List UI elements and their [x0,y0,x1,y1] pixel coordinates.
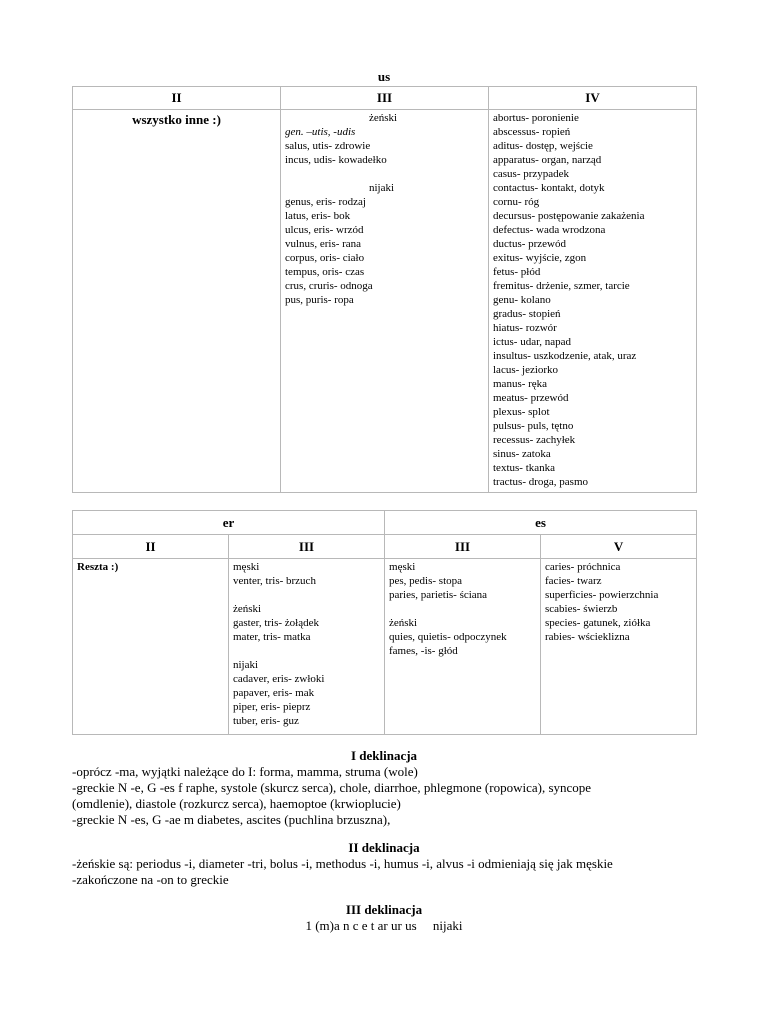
list-item: pus, puris- ropa [285,294,354,306]
list-item: paries, parietis- ściana [389,589,488,601]
label-reszta: Reszta :) [77,561,119,573]
list-item: incus, udis- kowadełko [285,154,387,166]
list-item: vulnus, eris- rana [285,238,362,250]
list-item: latus, eris- bok [285,210,351,222]
paragraph-line: (omdlenie), diastole (rozkurcz serca), haemoptoe (krwioplucie) [72,796,401,811]
cell-ii [73,559,229,735]
list-item: piper, eris- pieprz [233,701,311,713]
list-item: ulcus, eris- wrzód [285,224,364,236]
list-item: papaver, eris- mak [233,687,315,699]
list-item: manus- ręka [493,378,548,390]
section-ii-deklinacja [72,840,696,888]
list-item: fremitus- drżenie, szmer, tarcie [493,280,630,292]
cell-ii [73,110,281,493]
list-item: plexus- splot [493,406,550,418]
iv-list [489,110,696,490]
list-item: apparatus- organ, narząd [493,154,602,166]
cell-iii-es [385,559,541,735]
header-iii: III [281,87,489,110]
table1-caption: us [377,69,391,84]
header-iv: IV [489,87,697,110]
label-zenski: żeński [389,617,418,629]
list-item: casus- przypadek [493,168,570,180]
section-title: I deklinacja [350,748,418,763]
list-item: species- gatunek, ziółka [545,617,651,629]
list-item: ductus- przewód [493,238,567,250]
section-i-deklinacja [72,748,696,828]
list-item: mater, tris- matka [233,631,311,643]
v-list [541,559,696,645]
list-item: aditus- dostęp, wejście [493,140,593,152]
list-item: tractus- droga, pasmo [493,476,588,488]
list-item: abortus- poronienie [493,112,579,124]
list-item: facies- twarz [545,575,602,587]
list-item: quies, quietis- odpoczynek [389,631,507,643]
group-header-es: es [385,511,697,535]
cell-iii [281,110,489,493]
list-item: recessus- zachyłek [493,434,576,446]
label-nijaki: nijaki [233,659,259,671]
paragraph-line: 1 (m)a n c e t ar ur us nijaki [305,918,463,933]
list-item: genus, eris- rodzaj [285,196,366,208]
list-item: lacus- jeziorko [493,364,559,376]
label-zenski: żeński [369,112,398,124]
list-item: tuber, eris- guz [233,715,299,727]
list-item: defectus- wada wrodzona [493,224,606,236]
paragraph-line: -greckie N -e, G -es f raphe, systole (skurcz serca), chole, diarrhoe, phlegmone (ropowica), syncope [72,780,592,795]
list-item: rabies- wścieklizna [545,631,630,643]
list-item: cadaver, eris- zwłoki [233,673,325,685]
list-item: venter, tris- brzuch [233,575,316,587]
list-item: fetus- płód [493,266,541,278]
header-ii: II [73,535,229,559]
paragraph-line: -żeńskie są: periodus -i, diameter -tri, bolus -i, methodus -i, humus -i, alvus -i odmieniają się jak męskie [72,856,613,871]
list-item: contactus- kontakt, dotyk [493,182,605,194]
list-item: scabies- świerzb [545,603,618,615]
list-item: sinus- zatoka [493,448,551,460]
table-us [72,86,697,493]
list-item: salus, utis- zdrowie [285,140,371,152]
paragraph-line: -zakończone na -on to greckie [72,872,229,887]
label-meski: męski [389,561,416,573]
section-title: II deklinacja [348,840,420,855]
group-header-er: er [73,511,385,535]
list-item: gradus- stopień [493,308,561,320]
section-title: III deklinacja [345,902,423,917]
header-iii: III [229,535,385,559]
list-item: crus, cruris- odnoga [285,280,373,292]
list-item: gaster, tris- żołądek [233,617,319,629]
section-iii-deklinacja [72,902,696,934]
list-item: decursus- postępowanie zakażenia [493,210,645,222]
cell-v [541,559,697,735]
list-item: abscessus- ropień [493,126,571,138]
label-zenski: żeński [233,603,262,615]
list-item: genu- kolano [493,294,551,306]
list-item: tempus, oris- czas [285,266,365,278]
list-item: pes, pedis- stopa [389,575,463,587]
list-item: corpus, oris- ciało [285,252,365,264]
label-nijaki: nijaki [369,182,395,194]
list-item: cornu- róg [493,196,540,208]
cell-iv [489,110,697,493]
gen-note: gen. –utis, -udis [285,126,356,138]
list-item: pulsus- puls, tętno [493,420,574,432]
cell-iii-er [229,559,385,735]
list-item: insultus- uszkodzenie, atak, uraz [493,350,637,362]
label-meski: męski [233,561,260,573]
header-iii: III [385,535,541,559]
list-item: textus- tkanka [493,462,556,474]
paragraph-line: -oprócz -ma, wyjątki należące do I: forma, mamma, struma (wole) [72,764,418,779]
paragraph-line: -greckie N -es, G -ae m diabetes, ascites (puchlina brzuszna), [72,812,391,827]
list-item: ictus- udar, napad [493,336,572,348]
list-item: hiatus- rozwór [493,322,557,334]
list-item: exitus- wyjście, zgon [493,252,587,264]
list-item: fames, -is- głód [389,645,458,657]
label-wszystko-inne: wszystko inne :) [132,112,221,127]
list-item: caries- próchnica [545,561,621,573]
header-v: V [541,535,697,559]
header-ii: II [73,87,281,110]
table-er-es [72,510,697,735]
list-item: superficies- powierzchnia [545,589,659,601]
list-item: meatus- przewód [493,392,569,404]
